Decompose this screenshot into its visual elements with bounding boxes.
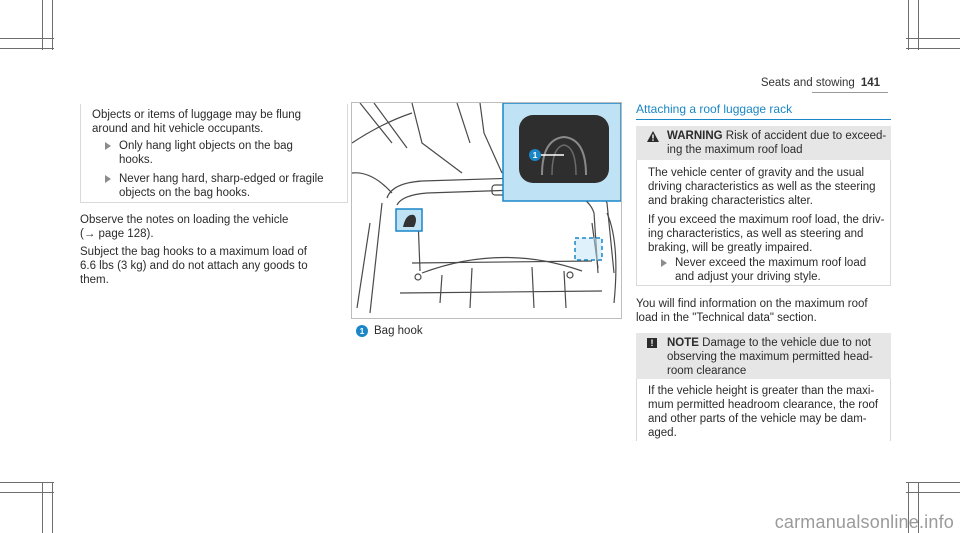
text-line: Only hang light objects on the bag xyxy=(119,140,293,152)
text-line: You will find information on the maximum roof xyxy=(636,298,868,310)
text-line: objects on the bag hooks. xyxy=(119,187,251,199)
info-paragraph xyxy=(636,297,896,325)
warning-title: Risk of accident due to exceed- xyxy=(725,130,887,142)
text-line: and adjust your driving style. xyxy=(675,271,821,283)
note-title: Damage to the vehicle due to not xyxy=(702,337,871,349)
text-line xyxy=(667,129,889,143)
caption-badge: 1 xyxy=(356,325,368,337)
section-title: Attaching a roof luggage rack xyxy=(636,102,793,116)
note-label: NOTE xyxy=(667,337,699,349)
bullet-arrow-icon xyxy=(105,142,111,150)
text-line: observing the maximum permitted head- xyxy=(667,351,873,363)
crop-mark xyxy=(908,0,909,50)
warning-label: WARNING xyxy=(667,130,723,142)
page-number: 141 xyxy=(860,77,880,89)
note-header-text xyxy=(667,336,889,378)
crop-mark xyxy=(42,482,43,533)
text-line: Observe the notes on loading the vehicle xyxy=(80,214,289,226)
warning-paragraph xyxy=(648,166,888,208)
trunk-illustration xyxy=(352,103,621,318)
crop-mark xyxy=(906,482,960,483)
bullet-item xyxy=(119,139,349,167)
note-paragraph xyxy=(648,384,888,440)
bullet-item xyxy=(675,256,887,284)
crop-mark xyxy=(0,482,54,483)
text-line: ing the maximum roof load xyxy=(667,144,803,156)
crop-mark xyxy=(906,48,960,49)
watermark: carmanualsonline.info xyxy=(774,512,954,532)
text-line: 6.6 lbs (3 kg) and do not attach any goods to xyxy=(80,260,308,272)
crop-mark xyxy=(0,492,54,493)
text-line xyxy=(667,336,889,350)
text-line: and braking characteristics alter. xyxy=(648,195,813,207)
text-line: The vehicle center of gravity and the usual xyxy=(648,167,865,179)
loading-notes-paragraph xyxy=(80,213,350,241)
text-line: hooks. xyxy=(119,154,153,166)
notice-exclamation-icon: ! xyxy=(647,338,657,348)
callout-badge: 1 xyxy=(529,149,541,161)
text-line: mum permitted headroom clearance, the roof xyxy=(648,399,879,411)
bullet-arrow-icon xyxy=(661,259,667,267)
warning-header-text xyxy=(667,129,889,157)
crop-mark xyxy=(42,0,43,50)
text-line: them. xyxy=(80,274,109,286)
crop-mark xyxy=(0,38,54,39)
text-line: room clearance xyxy=(667,365,747,377)
text-line: If you exceed the maximum roof load, the driv- xyxy=(648,214,885,226)
text-line: driving characteristics as well as the steering xyxy=(648,181,876,193)
hook-warning-intro xyxy=(92,108,342,136)
text-line: load in the "Technical data" section. xyxy=(636,312,817,324)
figure-caption: Bag hook xyxy=(374,325,423,337)
text-line: ing characteristics, as well as steering and xyxy=(648,228,864,240)
crop-mark xyxy=(52,0,53,50)
section-rule xyxy=(636,119,891,120)
bullet-item xyxy=(119,172,349,200)
crop-mark xyxy=(52,482,53,533)
text-line: Never hang hard, sharp-edged or fragile xyxy=(119,173,324,185)
crop-mark xyxy=(918,0,919,50)
text-line: and other parts of the vehicle may be dam- xyxy=(648,413,867,425)
crop-mark xyxy=(0,48,54,49)
header-rule xyxy=(812,92,888,93)
crop-mark xyxy=(906,492,960,493)
warning-triangle-icon xyxy=(647,131,659,142)
warning-paragraph xyxy=(648,213,888,255)
text-line: aged. xyxy=(648,427,677,439)
bullet-arrow-icon xyxy=(105,175,111,183)
text-line: braking, will be greatly impaired. xyxy=(648,242,813,254)
page-link[interactable]: (→ page 128). xyxy=(80,228,154,240)
max-load-paragraph xyxy=(80,245,350,287)
crop-mark xyxy=(906,38,960,39)
header-section: Seats and stowing xyxy=(760,77,855,89)
text-line: Objects or items of luggage may be flung xyxy=(92,109,302,121)
bag-hook-figure xyxy=(351,102,622,319)
text-line: Never exceed the maximum roof load xyxy=(675,257,867,269)
text-line: If the vehicle height is greater than the maxi- xyxy=(648,385,875,397)
page-header xyxy=(761,76,880,90)
text-line: around and hit vehicle occupants. xyxy=(92,123,264,135)
text-line: Subject the bag hooks to a maximum load of xyxy=(80,246,307,258)
